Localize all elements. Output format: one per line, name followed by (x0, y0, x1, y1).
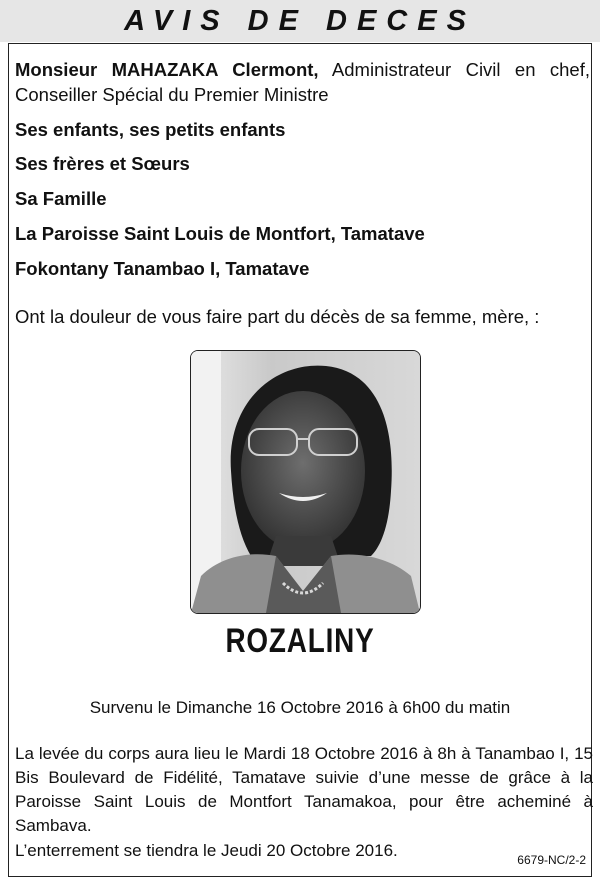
reference-number: 6679-NC/2-2 (517, 853, 586, 867)
page-title: AVIS DE DECES (124, 4, 476, 37)
portrait-photo (190, 350, 421, 614)
portrait-illustration (191, 351, 420, 613)
relative-line-4: La Paroisse Saint Louis de Montfort, Tamatave (15, 223, 425, 244)
relative-line-2: Ses frères et Sœurs (15, 153, 190, 174)
deceased-name: ROZALINY (225, 622, 375, 660)
funeral-procession-details: La levée du corps aura lieu le Mardi 18 Octobre 2016 à 8h à Tanambao I, 15 Bis Boulevard de Fidélité, Tamatave suivie d’une messe de grâce à la Paroisse Saint Louis de Montfort Tanamakoa, pour être acheminé à Sambava. (15, 744, 593, 835)
header-banner (0, 0, 600, 42)
burial-details: L’enterrement se tiendra le Jeudi 20 Octobre 2016. (15, 841, 398, 860)
date-of-death: Survenu le Dimanche 16 Octobre 2016 à 6h00 du matin (89, 698, 511, 717)
intro-paragraph (15, 57, 590, 107)
relative-line-1: Ses enfants, ses petits enfants (15, 119, 286, 140)
relative-line-3: Sa Famille (15, 188, 107, 209)
announcement-text: Ont la douleur de vous faire part du décès de sa femme, mère, : (15, 306, 540, 327)
announcer-role: Administrateur Civil en chef, Conseiller Spécial du Premier Ministre (15, 59, 590, 105)
announcer-name: Monsieur MAHAZAKA Clermont, (15, 59, 319, 80)
relative-line-5: Fokontany Tanambao I, Tamatave (15, 258, 310, 279)
